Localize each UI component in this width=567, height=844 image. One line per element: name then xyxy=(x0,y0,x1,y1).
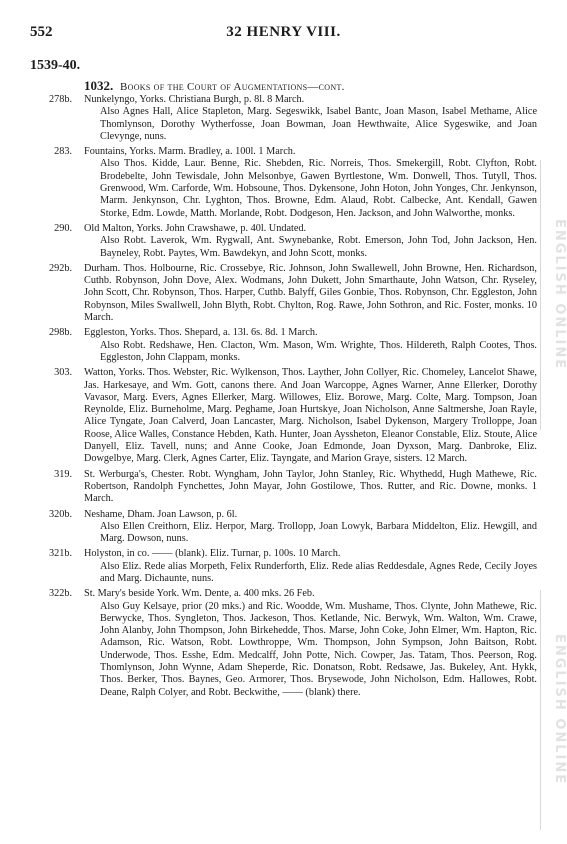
entry xyxy=(28,588,537,699)
entry-heading: Nunkelyngo, Yorks. Christiana Burgh, p. 8l. 8 March. xyxy=(84,94,305,105)
entry xyxy=(28,367,537,465)
entry xyxy=(28,94,537,143)
entry-heading: Watton, Yorks. Thos. Webster, Ric. Wylkenson, Thos. Layther, John Collyer, Ric. Chomeley, Lancelot Shawe, Jas. Harkesaye, and Wm. Gott, canons there. And Joan Warcoppe, Agnes Warner, Anne Ellerker, Dorothy Vavasor, Marg. Evers, Agnes Ellerker, Marg. Willowes, Eliz. Borowe, Marg. Colte, Marg. Tompson, Joan Reynolde, Eliz. Burneholme, Marg. Peghame, Joan Hurtskye, Joan Nicholson, Anne Saltmershe, Joan Rayle, Alice Tyngate, Joan Calverd, Joan Lancaster, Marg. Nicholson, Isabel Dykenson, Margery Trolloppe, Joan Roose, Alice Walles, Constance Hebden, Kath. Hunter, Joan Ayssheton, Eleanor Constable, Eliz. Stoute, Alice Danyell, Eliz. Tavell, nuns; and Anne Cooke, Joan Edmonde, Joan Dyxson, Marg. Danbroke, Eliz. Dowgelbye, Marg. Clerk, Agnes Carter, Eliz. Tayngate, and Marion Graye, sisters. 12 March. xyxy=(84,367,537,465)
entry-heading: Holyston, in co. —— (blank). Eliz. Turnar, p. 100s. 10 March. xyxy=(84,548,341,560)
entry xyxy=(28,263,537,324)
entry-heading: Neshame, Dham. Joan Lawson, p. 6l. xyxy=(84,508,238,520)
entry-folio-number: 303. xyxy=(54,367,72,379)
entry-folio-number: 320b. xyxy=(48,508,72,520)
section-number: 1032. xyxy=(84,78,114,93)
date-heading: 1539-40. xyxy=(30,58,81,73)
entry xyxy=(28,223,537,260)
watermark-stamp: ENGLISH ONLINE xyxy=(540,160,567,430)
entry-heading: St. Mary's beside York. Wm. Dente, a. 400 mks. 26 Feb. xyxy=(84,588,315,600)
section-title: Books of the Court of Augmentations—cont. xyxy=(120,81,345,93)
entry-folio-number: 298b. xyxy=(48,327,72,339)
running-title: 32 HENRY VIII. xyxy=(226,24,341,40)
entry-detail: Also Ellen Creithorn, Eliz. Herpor, Marg. Trollopp, Joan Lowyk, Barbara Middelton, Eliz. Hewgill, and Marg. Dowson, nuns. xyxy=(100,520,537,545)
entry-list xyxy=(28,94,537,702)
entry-folio-number: 322b. xyxy=(48,588,72,600)
entry-folio-number: 290. xyxy=(54,222,72,234)
entry-folio-number: 278b. xyxy=(48,94,72,105)
page-number: 552 xyxy=(30,24,53,40)
entry xyxy=(28,146,537,220)
entry-detail: Also Thos. Kidde, Laur. Benne, Ric. Shebden, Ric. Norreis, Thos. Smekergill, Robt. Clyfton, Robt. Brodebelte, John Tewisdale, John Melsonbye, Gawen Byrtlestone, Wm. Donwell, Thos. Tutyll, Thos. Grenwood, Wm. Carforde, Wm. Hobsoune, Thos. Dykensone, John Hoton, John Yonges, Chr. Jenkynson, Marm. Jenkynson, Chr. Lyghton, Thos. Browne, Edm. Alaud, Robt. Calbecke, Ant. Kendall, Gawen Storke, Edm. Lowde, Matth. Morlande, Robt. Dodgeson, Hen. Jackson, and John Walworthe, monks. xyxy=(100,158,537,219)
entry-heading: Durham. Thos. Holbourne, Ric. Crossebye, Ric. Johnson, John Swallewell, John Browne, Hen. Richardson, Cuthb. Robynson, John Dove, Alex. Wodmans, John Dukett, John Smarthaute, John Watson, Chr. Ryseley, John Scott, Chr. Robynson, Thos. Harper, Cuthb. Balyff, Giles Gonbie, Thos. Robynson, Chr. Eggleston, John Robynson, Miles Swallwell, John Blyth, Robt. Chylton, Rog. Rawe, John Sothron, and Ric. Foster, monks. 10 March. xyxy=(84,262,537,324)
entry-detail: Also Agnes Hall, Alice Stapleton, Marg. Segeswikk, Isabel Bantc, Joan Mason, Isabel Methame, Alice Thomlynson, Dorothy Wytherfosse, Joan Bowman, Joan Hewthwaite, Alice Sygeswike, and Joan Clevynge, nuns. xyxy=(100,106,537,142)
entry xyxy=(28,327,537,364)
watermark-stamp: ENGLISH ONLINE xyxy=(540,590,567,830)
entry-folio-number: 283. xyxy=(54,146,72,158)
entry-detail: Also Eliz. Rede alias Morpeth, Felix Runderforth, Eliz. Rede alias Reddesdale, Agnes Rede, Cecily Joyes and Marg. Dichaunte, nuns. xyxy=(100,560,537,584)
entry-heading: Eggleston, Yorks. Thos. Shepard, a. 13l. 6s. 8d. 1 March. xyxy=(84,327,318,339)
entry-folio-number: 292b. xyxy=(48,262,72,274)
section-heading xyxy=(84,78,537,94)
entry-heading: St. Werburga's, Chester. Robt. Wyngham, John Taylor, John Stanley, Ric. Whythedd, Hugh Mathewe, Ric. Robertson, Randolph Fynchettes, John Mayar, John Gostilowe, Thos. Rutter, and Ric. Downe, monks. 1 March. xyxy=(84,468,537,505)
entry-detail: Also Robt. Laverok, Wm. Rygwall, Ant. Swynebanke, Robt. Emerson, John Tod, John Jackson, Hen. Bayneley, Robt. Paytes, Wm. Bawdekyn, and John Scott, monks. xyxy=(100,235,537,259)
entry-detail: Also Guy Kelsaye, prior (20 mks.) and Ric. Woodde, Wm. Mushame, Thos. Clynte, John Mathewe, Ric. Berwycke, Thos. Syngleton, Thos. Jackeson, Thos. Ketlande, Nic. Berwyk, Wm. Walton, Wm. Crawe, John Alanby, John Thompson, John Birkehedde, Thos. Marse, John Coke, John Elmer, Wm. Hapton, Ric. Adamson, Ric. Watson, Robt. Lowthroppe, Wm. Thompson, John Sympson, John Baitson, Robt. Underwode, Thos. Esshe, Edm. Medcalff, John Potte, Nich. Cowper, Jas. Tatam, Thos. Peerson, Rog. Thomlynson, John Wynne, Adam Sheperde, Ric. Donatson, Robt. Redsawe, Jas. Bukeley, Ant. Hykk, Thos. Berker, Thos. Baynes, Geo. Armorer, Thos. Brysewode, John Nicholson, Edm. Hallowes, Robt. Deane, Ralph Colyer, and Robt. Beckwithe, —— (blank) there. xyxy=(100,600,537,698)
entry xyxy=(28,469,537,506)
entry-folio-number: 319. xyxy=(54,468,72,480)
entry xyxy=(28,509,537,546)
running-head xyxy=(30,24,537,46)
entry xyxy=(28,548,537,585)
entry-heading: Fountains, Yorks. Marm. Bradley, a. 100l. 1 March. xyxy=(84,146,296,158)
entry-folio-number: 321b. xyxy=(48,548,72,560)
entry-heading: Old Malton, Yorks. John Crawshawe, p. 40l. Undated. xyxy=(84,222,307,234)
entry-detail: Also Robt. Redshawe, Hen. Clacton, Wm. Mason, Wm. Wrighte, Thos. Hildereth, Ralph Cootes, Thos. Eggleston, John Clappam, monks. xyxy=(100,339,537,363)
